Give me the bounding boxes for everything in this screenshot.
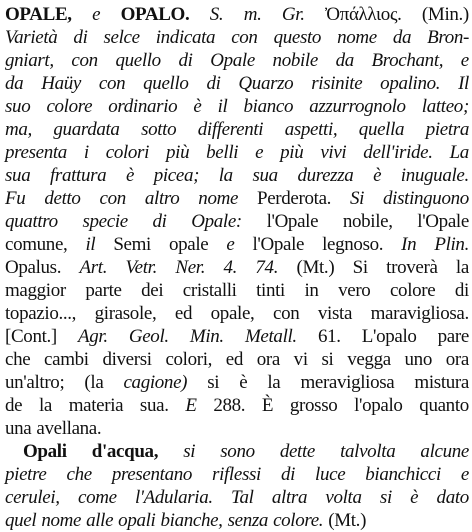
word: si [321, 349, 334, 370]
word: presentano [111, 464, 193, 485]
word: con [99, 188, 126, 209]
word: ed [225, 349, 244, 370]
word: dette [279, 441, 316, 462]
word: un'altro; [5, 372, 65, 393]
word: con [98, 73, 126, 94]
word: e [92, 4, 101, 25]
word: opale [168, 234, 209, 255]
word: (la [84, 372, 104, 393]
word: [Cont.] [5, 326, 57, 347]
word: Opale: [191, 211, 242, 232]
word: dell'iride. [363, 142, 433, 163]
word: diversi [102, 349, 152, 370]
word: la [218, 165, 233, 186]
word: È [261, 395, 274, 416]
word: vi [293, 349, 308, 370]
word: vivi [320, 142, 347, 163]
word: topazio..., [5, 303, 77, 324]
word: (Mt.) [328, 510, 367, 531]
word: ordinario [108, 96, 178, 117]
word: selce [103, 27, 140, 48]
word: Quarzo [238, 73, 294, 94]
word: di [178, 50, 193, 71]
text-line [5, 440, 469, 463]
word: cristalli [182, 280, 237, 301]
word: Gr. [281, 4, 305, 25]
dictionary-page [5, 3, 469, 532]
text-line [5, 210, 469, 233]
text-line [5, 394, 469, 417]
word: (Mt.) [296, 257, 335, 278]
word: più [165, 142, 190, 163]
word: nome [41, 510, 82, 531]
word: m. [243, 4, 262, 25]
text-line [5, 279, 469, 302]
word: da [335, 50, 354, 71]
word: dei [141, 280, 164, 301]
word: Geol. [128, 326, 169, 347]
word: luce [315, 464, 346, 485]
word: di [152, 211, 167, 232]
word: la [455, 257, 469, 278]
word: 74. [255, 257, 279, 278]
word: specie [82, 211, 128, 232]
word: il [85, 234, 96, 255]
word: tinti [256, 280, 285, 301]
word: troverà [386, 257, 438, 278]
word: nome [337, 27, 377, 48]
word: vista [317, 303, 353, 324]
word: di [206, 73, 221, 94]
word: quello [143, 73, 189, 94]
word: suo [5, 96, 31, 117]
word: questo [273, 27, 322, 48]
word: alcune [420, 441, 469, 462]
word: latteo; [421, 96, 469, 117]
word: azzurrognolo [309, 96, 406, 117]
word: pietra [425, 119, 469, 140]
word: nobile, [342, 211, 393, 232]
word: colore [46, 96, 93, 117]
word: comune, [5, 234, 68, 255]
word: inuguale. [400, 165, 469, 186]
word: Si [350, 188, 365, 209]
word: i [83, 142, 89, 163]
text-line [5, 164, 469, 187]
word: di [280, 464, 296, 485]
word: Brochant, [371, 50, 444, 71]
text-line [5, 417, 469, 440]
word: è [239, 372, 248, 393]
headword: OPALE, [5, 4, 72, 25]
word: girasole, [94, 303, 157, 324]
word: colori [105, 142, 150, 163]
word: picea; [153, 165, 200, 186]
word: Haüy [41, 73, 81, 94]
word: 61. [317, 326, 341, 347]
text-line [5, 256, 469, 279]
word: l'Opale [266, 211, 319, 232]
text-line [5, 348, 469, 371]
text-line [5, 26, 469, 49]
word: Agr. [78, 326, 108, 347]
word: più [280, 142, 304, 163]
word: bianche, [160, 510, 223, 531]
word: de [5, 395, 23, 416]
word: si [379, 487, 392, 508]
word: maggior [5, 280, 66, 301]
word: ma, [5, 119, 32, 140]
word: Perderota. [257, 188, 332, 209]
word: volta [325, 487, 362, 508]
word: Si [352, 257, 368, 278]
headword: Opali [23, 441, 67, 462]
word: detto [44, 188, 81, 209]
word: indicata [155, 27, 216, 48]
word: cerulei, [5, 487, 60, 508]
word: con [231, 27, 258, 48]
word: quello [115, 50, 161, 71]
word: distinguono [383, 188, 469, 209]
text-line [5, 325, 469, 348]
word: 4. [223, 257, 238, 278]
word: Tal [231, 487, 254, 508]
word: con [71, 50, 98, 71]
word: Art. [79, 257, 108, 278]
word: quella [358, 119, 405, 140]
word: l'Opale [417, 211, 469, 232]
word: E [185, 395, 197, 416]
word: colore [389, 280, 436, 301]
word: l'Opale [252, 234, 305, 255]
text-line [5, 486, 469, 509]
word: da [392, 27, 412, 48]
word: Ὀπάλλιος. [325, 4, 402, 25]
word: colori, [165, 349, 213, 370]
word: sotto [141, 119, 177, 140]
text-line [5, 72, 469, 95]
word: in [304, 280, 319, 301]
word: opali [118, 510, 156, 531]
word: durezza [297, 165, 354, 186]
word: l'Adularia. [134, 487, 213, 508]
word: il [217, 96, 228, 117]
word: che [5, 349, 31, 370]
word: sono [220, 441, 255, 462]
word: 288. [213, 395, 246, 416]
word: legnoso. [322, 234, 384, 255]
word: S. [209, 4, 224, 25]
word: guardata [53, 119, 120, 140]
word: senza [227, 510, 269, 531]
word: quattro [5, 211, 58, 232]
word: belli [206, 142, 239, 163]
word: talvolta [340, 441, 396, 462]
word: e [460, 464, 469, 485]
word: nobile [272, 50, 318, 71]
word: Bron- [427, 27, 469, 48]
word: differenti [197, 119, 264, 140]
word: alle [86, 510, 114, 531]
word: grosso [289, 395, 338, 416]
word: Plin. [434, 234, 469, 255]
text-line [5, 463, 469, 486]
word: mistura [414, 372, 469, 393]
text-line [5, 509, 469, 532]
word: avellana. [36, 418, 102, 439]
word: colore. [273, 510, 324, 531]
word: altra [271, 487, 308, 508]
word: uno [404, 349, 432, 370]
word: la [267, 372, 281, 393]
word: Ner. [175, 257, 206, 278]
word: presenta [5, 142, 67, 163]
word: Vetr. [125, 257, 158, 278]
word: quanto [419, 395, 469, 416]
word: e [460, 50, 469, 71]
word: ora [445, 349, 469, 370]
word: bianchicci [365, 464, 441, 485]
text-line [5, 187, 469, 210]
dictionary-entry-opali-acqua [5, 440, 469, 532]
text-line [5, 233, 469, 256]
text-line [5, 3, 469, 26]
word: sua [5, 165, 31, 186]
text-line [5, 371, 469, 394]
word: la [38, 395, 52, 416]
word: pietre [5, 464, 47, 485]
word: una [5, 418, 32, 439]
word: opalino. [380, 73, 441, 94]
word: Min. [189, 326, 224, 347]
word: materia [68, 395, 124, 416]
word: quel [5, 510, 37, 531]
word: e [255, 142, 264, 163]
word: ora [256, 349, 280, 370]
word: Varietà [5, 27, 58, 48]
word: gniart, [5, 50, 54, 71]
word: altro [144, 188, 180, 209]
word: ed [174, 303, 193, 324]
word: è [373, 165, 382, 186]
word: pare [437, 326, 469, 347]
word: opale, [210, 303, 255, 324]
word: è [125, 165, 135, 186]
word: maravigliosa. [370, 303, 469, 324]
word: L'opalo [361, 326, 417, 347]
word: sua. [139, 395, 169, 416]
word: riflessi [212, 464, 261, 485]
word: meravigliosa [300, 372, 395, 393]
word: sua [252, 165, 278, 186]
word: Fu [5, 188, 26, 209]
word: bianco [243, 96, 294, 117]
word: In [401, 234, 417, 255]
word: nome [198, 188, 239, 209]
headword: OPALO. [120, 4, 190, 25]
text-line [5, 302, 469, 325]
word: cambi [44, 349, 89, 370]
word: risinite [311, 73, 363, 94]
word: che [66, 464, 92, 485]
word: Metall. [244, 326, 297, 347]
word: Opale [210, 50, 255, 71]
word: con [272, 303, 300, 324]
word: dato [436, 487, 469, 508]
word: come [77, 487, 117, 508]
text-line [5, 118, 469, 141]
word: cagione) [123, 372, 188, 393]
word: si [207, 372, 220, 393]
word: di [73, 27, 88, 48]
word: aspetti, [284, 119, 338, 140]
word: vegga [347, 349, 391, 370]
word: Il [458, 73, 469, 94]
text-line [5, 49, 469, 72]
word: Opalus. [5, 257, 62, 278]
headword: d'acqua, [91, 441, 159, 462]
word: frattura [50, 165, 107, 186]
word: è [193, 96, 202, 117]
word: si [183, 441, 196, 462]
word: è [410, 487, 419, 508]
word: (Min.) [421, 4, 469, 25]
word: da [5, 73, 24, 94]
word: parte [85, 280, 122, 301]
word: l'opalo [354, 395, 403, 416]
word: La [449, 142, 469, 163]
text-line [5, 141, 469, 164]
dictionary-entry-opale [5, 3, 469, 440]
word: e [226, 234, 235, 255]
word: di [454, 280, 469, 301]
word: vero [338, 280, 371, 301]
text-line [5, 95, 469, 118]
word: Semi [113, 234, 151, 255]
